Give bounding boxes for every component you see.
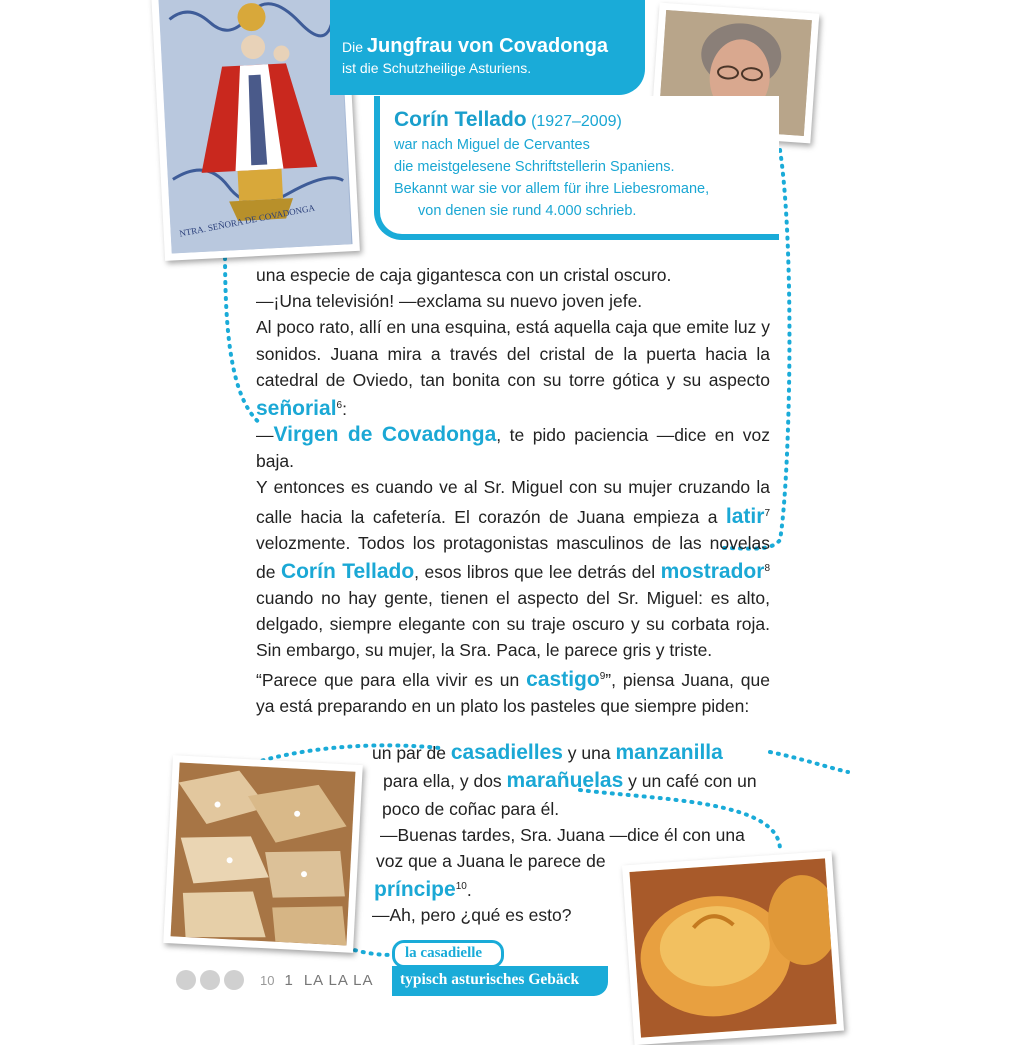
footnote-ref: 10 xyxy=(455,881,467,892)
keyword-latir: latir xyxy=(725,504,765,528)
statue-caption: NTRA. SEÑORA DE COVADONGA xyxy=(178,202,316,239)
footer-dot xyxy=(224,970,244,990)
author-line-3: Bekannt war sie vor allem für ihre Liebesromane, xyxy=(394,181,710,197)
author-line-2: die meistgelesene Schriftstellerin Spaniens. xyxy=(394,159,675,175)
text-run: velozmente. Todos los protagonistas masculinos de las novelas de xyxy=(256,532,770,582)
chapter-title: LA LA LA xyxy=(303,971,374,989)
story-line xyxy=(374,874,472,903)
footnote-ref: 6 xyxy=(336,400,343,412)
keyword-virgen: Virgen de Covadonga xyxy=(273,423,497,447)
pastry-illustration xyxy=(171,763,356,946)
page-footer xyxy=(176,968,374,992)
story-text xyxy=(256,262,770,719)
author-info-box xyxy=(374,96,779,240)
page-number: 10 xyxy=(260,972,275,988)
text-run: cuando no hay gente, tienen el aspecto del Sr. Miguel: es alto, delgado, siempre elegante con su traje oscuro y su corbata roja. Sin embargo, su mujer, la Sra. Paca, le parece gris y triste. xyxy=(256,587,770,661)
story-paragraph xyxy=(256,314,770,422)
text-run: para ella, y dos xyxy=(383,771,507,791)
text-run: y un café con un xyxy=(623,771,757,791)
story-paragraph: —¡Una televisión! —exclama su nuevo joven jefe. xyxy=(256,291,643,312)
text-run: “Parece que para ella vivir es un xyxy=(256,669,527,690)
casadielles-photo xyxy=(163,755,363,953)
info-prefix: Die xyxy=(342,39,364,55)
text-run: ”, piensa Juana, que ya está preparando en un plato los pasteles que siempre piden: xyxy=(256,669,770,716)
text-run: y una xyxy=(562,743,616,763)
text-run: : xyxy=(342,398,347,419)
keyword-maranuelas: marañuelas xyxy=(506,769,624,792)
vocab-meaning-tag: typisch asturisches Gebäck xyxy=(392,966,608,996)
text-run: Al poco rato, allí en una esquina, está aquella caja que emite luz y sonidos. Juana mira a través del cristal de la puerta hacia la catedral de Oviedo, tan bonita con su torre gótica y su aspecto xyxy=(256,317,770,390)
story-paragraph xyxy=(256,422,770,474)
keyword-senorial: señorial xyxy=(256,396,337,420)
keyword-manzanilla: manzanilla xyxy=(615,741,723,764)
virgin-info-box xyxy=(330,0,645,95)
chapter-number: 1 xyxy=(284,971,294,989)
keyword-castigo: castigo xyxy=(526,667,600,691)
text-run: , esos libros que lee detrás del xyxy=(414,561,661,582)
keyword-mostrador: mostrador xyxy=(660,559,765,583)
author-line-4: von denen sie rund 4.000 schrieb. xyxy=(418,203,637,219)
virgin-statue-photo xyxy=(151,0,360,261)
story-line xyxy=(383,768,757,794)
footnote-ref: 8 xyxy=(764,562,770,574)
footer-dot xyxy=(200,970,220,990)
text-run: . xyxy=(466,879,472,900)
story-line xyxy=(372,740,723,766)
keyword-principe: príncipe xyxy=(374,877,456,901)
text-run: — xyxy=(256,425,274,446)
footer-dot xyxy=(176,970,196,990)
text-run: un par de xyxy=(372,743,451,763)
story-line: —Buenas tardes, Sra. Juana —dice él con una xyxy=(380,825,745,845)
info-rest: ist die Schutzheilige Asturiens. xyxy=(342,60,532,76)
footnote-ref: 9 xyxy=(599,670,606,682)
text-run: , te pido paciencia —dice en voz baja. xyxy=(256,425,770,472)
vocab-word-tag: la casadielle xyxy=(392,940,504,968)
maranuelas-photo xyxy=(622,851,844,1045)
story-paragraph xyxy=(256,664,770,719)
text-run: Y entonces es cuando ve al Sr. Miguel con su mujer cruzando la calle hacia la cafetería. El corazón de Juana empieza a xyxy=(256,477,770,527)
author-years: (1927–2009) xyxy=(531,113,622,130)
story-paragraph xyxy=(256,474,770,663)
story-line: poco de coñac para él. xyxy=(382,799,560,819)
story-line: —Ah, pero ¿qué es esto? xyxy=(372,905,572,925)
right-margin xyxy=(848,0,1024,1024)
info-highlight: Jungfrau von Covadonga xyxy=(366,35,609,57)
story-paragraph: una especie de caja gigantesca con un cristal oscuro. xyxy=(256,265,672,285)
left-margin xyxy=(0,0,176,1024)
bread-illustration xyxy=(629,858,836,1037)
keyword-casadielles: casadielles xyxy=(450,741,563,764)
footnote-ref: 7 xyxy=(764,507,770,519)
story-line: voz que a Juana le parece de xyxy=(376,851,606,871)
author-name: Corín Tellado xyxy=(394,108,527,131)
author-line-1: war nach Miguel de Cervantes xyxy=(394,137,590,153)
keyword-corin: Corín Tellado xyxy=(280,559,415,583)
